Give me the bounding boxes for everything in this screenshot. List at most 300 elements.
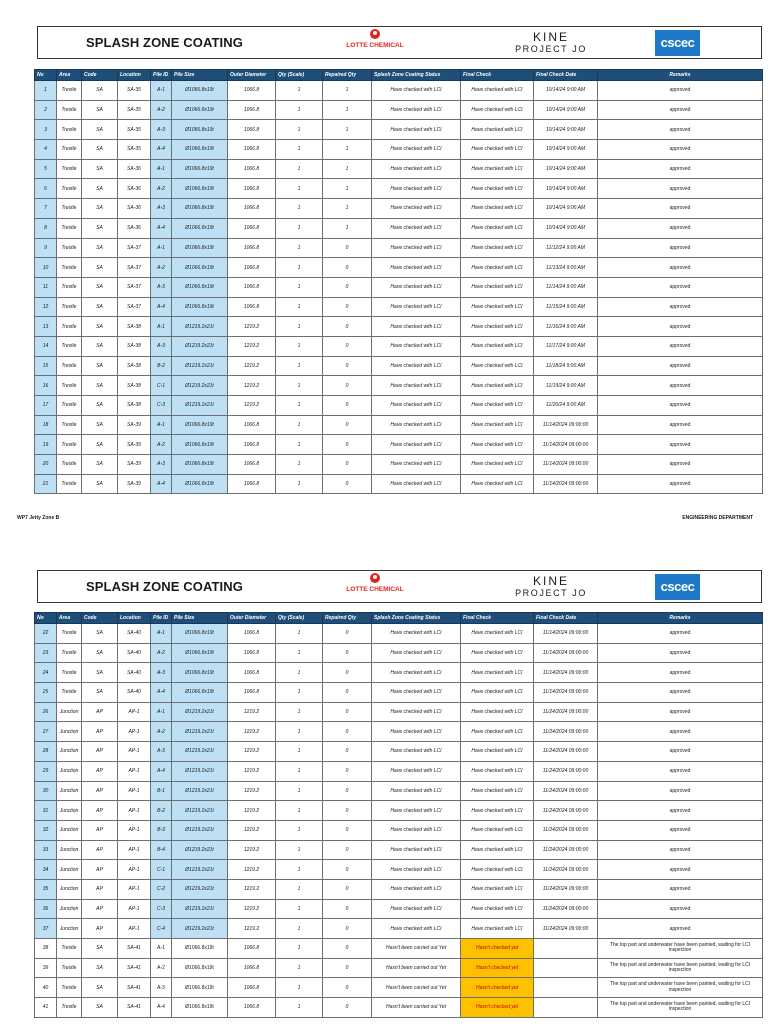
table-cell: Have checked with LCI bbox=[461, 860, 534, 880]
table-cell: 11/14/2024 09:00:00 bbox=[534, 683, 598, 703]
table-cell: 1066.8 bbox=[228, 435, 276, 455]
table-cell: Have checked with LCI bbox=[461, 140, 534, 160]
table-cell: AP-1 bbox=[118, 919, 151, 939]
table-cell: Junction bbox=[57, 840, 82, 860]
table-cell: Ø1066.8x19t bbox=[172, 435, 228, 455]
table-cell: Have checked with LCI bbox=[372, 100, 461, 120]
table-cell: AP-1 bbox=[118, 742, 151, 762]
table-cell: Have checked with LCI bbox=[372, 277, 461, 297]
table-cell: Trestle bbox=[57, 939, 82, 959]
table-cell: 1219.2 bbox=[228, 840, 276, 860]
table-cell: Have checked with LCI bbox=[372, 742, 461, 762]
table-cell: 11/12/24 9:00 AM bbox=[534, 238, 598, 258]
table-cell: AP-1 bbox=[118, 801, 151, 821]
table-cell: AP-1 bbox=[118, 899, 151, 919]
header-row bbox=[35, 613, 763, 624]
table-cell: Have checked with LCI bbox=[372, 238, 461, 258]
table-cell: 20 bbox=[35, 455, 57, 475]
table-row bbox=[35, 998, 763, 1018]
table-cell: AP bbox=[82, 820, 118, 840]
table-cell: 11/14/2024 09:00:00 bbox=[534, 435, 598, 455]
table-cell: SA-41 bbox=[118, 939, 151, 959]
table-cell: SA bbox=[82, 939, 118, 959]
table-cell: A-4 bbox=[151, 998, 172, 1018]
column-header: No bbox=[35, 70, 57, 81]
table-cell: Trestle bbox=[57, 978, 82, 998]
table-cell: SA-40 bbox=[118, 663, 151, 683]
table-cell: SA-39 bbox=[118, 455, 151, 475]
table-cell: A-3 bbox=[151, 455, 172, 475]
table-cell: 1 bbox=[323, 81, 372, 101]
table-cell: 1 bbox=[276, 781, 323, 801]
table-cell: 1066.8 bbox=[228, 258, 276, 278]
table-cell: SA-40 bbox=[118, 683, 151, 703]
table-cell: Have checked with LCI bbox=[461, 336, 534, 356]
table-cell: Have checked with LCI bbox=[461, 218, 534, 238]
table-cell: 1066.8 bbox=[228, 683, 276, 703]
table-cell: approved bbox=[598, 415, 763, 435]
column-header: No bbox=[35, 613, 57, 624]
table-cell: 1 bbox=[323, 179, 372, 199]
table-row bbox=[35, 801, 763, 821]
table-cell: 14 bbox=[35, 336, 57, 356]
table-cell: 11/24/2024 09:00:00 bbox=[534, 899, 598, 919]
table-cell: A-4 bbox=[151, 761, 172, 781]
table-cell: SA bbox=[82, 199, 118, 219]
table-cell: Ø1066.8x19t bbox=[172, 663, 228, 683]
table-cell: Have checked with LCI bbox=[372, 435, 461, 455]
table-cell: SA-37 bbox=[118, 297, 151, 317]
table-cell: SA bbox=[82, 218, 118, 238]
table-cell: 23 bbox=[35, 643, 57, 663]
table-cell: Have checked with LCI bbox=[372, 801, 461, 821]
table-cell: A-3 bbox=[151, 277, 172, 297]
sheet-header-page-2 bbox=[37, 570, 762, 603]
table-cell: 1066.8 bbox=[228, 998, 276, 1018]
table-row bbox=[35, 199, 763, 219]
column-header: Qty (Scale) bbox=[276, 613, 323, 624]
table-cell: Ø1219.2x21t bbox=[172, 317, 228, 337]
table-row bbox=[35, 258, 763, 278]
table-cell: 0 bbox=[323, 998, 372, 1018]
table-cell: 0 bbox=[323, 415, 372, 435]
table-cell: SA bbox=[82, 120, 118, 140]
table-cell: The top part and underwater have been painted, waiting for LCI inspection bbox=[598, 998, 763, 1018]
table-cell: Have checked with LCI bbox=[372, 120, 461, 140]
project-name: KINE bbox=[532, 574, 569, 588]
table-cell: A-1 bbox=[151, 159, 172, 179]
table-cell: SA bbox=[82, 376, 118, 396]
table-cell: A-4 bbox=[151, 683, 172, 703]
table-cell: AP bbox=[82, 781, 118, 801]
table-cell: Have checked with LCI bbox=[461, 238, 534, 258]
footer-right: ENGINEERING DEPARTMENT bbox=[682, 515, 753, 521]
table-cell: approved bbox=[598, 277, 763, 297]
table-cell: 0 bbox=[323, 702, 372, 722]
table-cell: 1 bbox=[276, 939, 323, 959]
table-cell: Trestle bbox=[57, 336, 82, 356]
project-subtitle: PROJECT JO bbox=[515, 44, 587, 54]
table-cell: 1 bbox=[276, 297, 323, 317]
table-cell: 0 bbox=[323, 663, 372, 683]
table-cell: approved bbox=[598, 81, 763, 101]
table-cell: 0 bbox=[323, 781, 372, 801]
table-cell: 0 bbox=[323, 683, 372, 703]
table-row bbox=[35, 474, 763, 494]
table-cell: The top part and underwater have been painted, waiting for LCI inspection bbox=[598, 958, 763, 978]
table-cell: Have checked with LCI bbox=[461, 356, 534, 376]
table-cell: Have checked with LCI bbox=[372, 899, 461, 919]
table-cell: Ø1219.2x21t bbox=[172, 376, 228, 396]
table-cell: 11/14/2024 09:00:00 bbox=[534, 474, 598, 494]
lotte-logo-icon bbox=[370, 573, 380, 583]
table-cell: Trestle bbox=[57, 100, 82, 120]
table-cell: 22 bbox=[35, 624, 57, 644]
table-cell: B-4 bbox=[151, 840, 172, 860]
table-cell: Have checked with LCI bbox=[461, 415, 534, 435]
table-cell: Trestle bbox=[57, 474, 82, 494]
table-cell: Have checked with LCI bbox=[461, 801, 534, 821]
table-cell: Junction bbox=[57, 702, 82, 722]
table-cell: 1 bbox=[276, 238, 323, 258]
table-cell: SA bbox=[82, 663, 118, 683]
table-cell: Have checked with LCI bbox=[461, 722, 534, 742]
table-cell: AP bbox=[82, 722, 118, 742]
table-cell: 1 bbox=[276, 277, 323, 297]
table-cell: 11/20/24 9:00 AM bbox=[534, 396, 598, 416]
table-cell: approved bbox=[598, 356, 763, 376]
table-cell: 1219.2 bbox=[228, 376, 276, 396]
table-cell: SA-35 bbox=[118, 100, 151, 120]
table-cell: A-3 bbox=[151, 199, 172, 219]
table-cell: A-3 bbox=[151, 978, 172, 998]
table-cell: 1066.8 bbox=[228, 978, 276, 998]
table-cell: 0 bbox=[323, 376, 372, 396]
table-cell: SA bbox=[82, 297, 118, 317]
table-cell: approved bbox=[598, 781, 763, 801]
table-cell: 37 bbox=[35, 919, 57, 939]
table-cell: 6 bbox=[35, 179, 57, 199]
table-cell: SA bbox=[82, 474, 118, 494]
table-cell: AP bbox=[82, 899, 118, 919]
table-cell: SA bbox=[82, 317, 118, 337]
table-cell: SA bbox=[82, 277, 118, 297]
table-cell: 1 bbox=[276, 474, 323, 494]
table-cell: 1219.2 bbox=[228, 919, 276, 939]
table-cell: Have checked with LCI bbox=[461, 81, 534, 101]
table-cell: 1 bbox=[276, 179, 323, 199]
table-row bbox=[35, 939, 763, 959]
project-subtitle: PROJECT JO bbox=[515, 588, 587, 598]
table-cell: 1 bbox=[276, 919, 323, 939]
table-cell: 0 bbox=[323, 761, 372, 781]
table-cell: 1 bbox=[276, 722, 323, 742]
table-cell: Have checked with LCI bbox=[461, 159, 534, 179]
table-cell: Trestle bbox=[57, 396, 82, 416]
table-cell: 0 bbox=[323, 624, 372, 644]
table-cell: SA-40 bbox=[118, 643, 151, 663]
project-name: KINE bbox=[532, 30, 569, 44]
table-cell: 13 bbox=[35, 317, 57, 337]
table-row bbox=[35, 238, 763, 258]
table-cell: Have checked with LCI bbox=[461, 899, 534, 919]
table-cell: 1066.8 bbox=[228, 159, 276, 179]
table-cell: Have checked with LCI bbox=[461, 919, 534, 939]
cscec-logo-icon: cscec bbox=[655, 30, 700, 56]
table-cell: Ø1219.2x21t bbox=[172, 356, 228, 376]
table-cell: AP bbox=[82, 742, 118, 762]
table-cell: Have checked with LCI bbox=[461, 643, 534, 663]
column-header: Final Check Date bbox=[534, 70, 598, 81]
table-cell: Junction bbox=[57, 761, 82, 781]
table-cell: 40 bbox=[35, 978, 57, 998]
table-cell: Junction bbox=[57, 820, 82, 840]
table-cell: Have checked with LCI bbox=[372, 879, 461, 899]
table-cell: Trestle bbox=[57, 159, 82, 179]
table-cell: Have checked with LCI bbox=[372, 702, 461, 722]
table-cell: C-4 bbox=[151, 919, 172, 939]
table-cell: approved bbox=[598, 179, 763, 199]
table-cell: Ø1066.8x19t bbox=[172, 238, 228, 258]
table-row bbox=[35, 820, 763, 840]
table-cell: 0 bbox=[323, 978, 372, 998]
column-header: Area bbox=[57, 70, 82, 81]
table-cell: 1 bbox=[276, 978, 323, 998]
table-cell: 1 bbox=[276, 140, 323, 160]
table-cell: SA-40 bbox=[118, 624, 151, 644]
table-cell: 11/24/2024 09:00:00 bbox=[534, 761, 598, 781]
column-header: Remarks bbox=[598, 613, 763, 624]
table-row bbox=[35, 317, 763, 337]
table-cell: AP bbox=[82, 801, 118, 821]
table-cell: A-3 bbox=[151, 663, 172, 683]
column-header: Repaired Qty bbox=[323, 70, 372, 81]
table-cell: approved bbox=[598, 879, 763, 899]
table-cell: 21 bbox=[35, 474, 57, 494]
table-cell: 0 bbox=[323, 258, 372, 278]
table-cell: 1066.8 bbox=[228, 120, 276, 140]
table-cell: Have checked with LCI bbox=[372, 722, 461, 742]
table-cell: SA-37 bbox=[118, 258, 151, 278]
table-row bbox=[35, 860, 763, 880]
table-cell: 1219.2 bbox=[228, 396, 276, 416]
table-cell: 1 bbox=[276, 317, 323, 337]
table-cell: 0 bbox=[323, 297, 372, 317]
table-cell: Ø1219.2x21t bbox=[172, 840, 228, 860]
table-cell: 1 bbox=[323, 218, 372, 238]
table-cell: Trestle bbox=[57, 179, 82, 199]
table-row bbox=[35, 742, 763, 762]
table-cell: 0 bbox=[323, 277, 372, 297]
table-cell: approved bbox=[598, 663, 763, 683]
table-cell: 32 bbox=[35, 820, 57, 840]
table-cell: 15 bbox=[35, 356, 57, 376]
table-cell: SA-39 bbox=[118, 474, 151, 494]
table-cell: 1219.2 bbox=[228, 356, 276, 376]
table-cell: SA bbox=[82, 683, 118, 703]
table-cell: Ø1066.8x19t bbox=[172, 998, 228, 1018]
table-cell: A-4 bbox=[151, 140, 172, 160]
table-cell: SA bbox=[82, 100, 118, 120]
table-cell: 1 bbox=[323, 100, 372, 120]
table-row bbox=[35, 277, 763, 297]
table-cell: Have checked with LCI bbox=[372, 840, 461, 860]
table-cell: SA bbox=[82, 258, 118, 278]
table-cell: approved bbox=[598, 238, 763, 258]
table-cell: AP bbox=[82, 840, 118, 860]
table-row bbox=[35, 761, 763, 781]
table-cell: approved bbox=[598, 140, 763, 160]
table-cell: 11/24/2024 09:00:00 bbox=[534, 820, 598, 840]
table-cell: Have checked with LCI bbox=[461, 474, 534, 494]
table-cell: SA-38 bbox=[118, 356, 151, 376]
column-header: Pile ID bbox=[151, 70, 172, 81]
table-cell: Junction bbox=[57, 722, 82, 742]
table-cell: 5 bbox=[35, 159, 57, 179]
table-cell: 1066.8 bbox=[228, 474, 276, 494]
coating-table-page-2 bbox=[34, 612, 763, 1018]
table-cell: 1 bbox=[276, 643, 323, 663]
table-cell: 11/14/2024 09:00:00 bbox=[534, 663, 598, 683]
table-cell: 0 bbox=[323, 840, 372, 860]
table-cell: Ø1066.8x19t bbox=[172, 683, 228, 703]
table-cell: 11/16/24 9:00 AM bbox=[534, 317, 598, 337]
table-cell: C-3 bbox=[151, 396, 172, 416]
table-cell: Have checked with LCI bbox=[461, 761, 534, 781]
table-cell: 19 bbox=[35, 435, 57, 455]
table-cell: Ø1066.8x19t bbox=[172, 624, 228, 644]
table-cell: 1066.8 bbox=[228, 939, 276, 959]
table-row bbox=[35, 120, 763, 140]
table-cell: 1 bbox=[35, 81, 57, 101]
table-cell: 1 bbox=[276, 820, 323, 840]
table-cell: 31 bbox=[35, 801, 57, 821]
table-cell: Have checked with LCI bbox=[372, 258, 461, 278]
table-cell: 1 bbox=[323, 140, 372, 160]
table-cell: Ø1219.2x21t bbox=[172, 396, 228, 416]
table-cell: Have checked with LCI bbox=[372, 624, 461, 644]
table-cell: Have checked with LCI bbox=[372, 140, 461, 160]
table-cell: 29 bbox=[35, 761, 57, 781]
table-cell: Have checked with LCI bbox=[461, 258, 534, 278]
table-cell: SA-36 bbox=[118, 179, 151, 199]
table-cell: approved bbox=[598, 860, 763, 880]
table-cell: approved bbox=[598, 899, 763, 919]
table-cell: SA bbox=[82, 179, 118, 199]
table-row bbox=[35, 297, 763, 317]
table-cell: Have checked with LCI bbox=[372, 297, 461, 317]
table-cell: SA bbox=[82, 624, 118, 644]
table-cell: Ø1066.8x19t bbox=[172, 474, 228, 494]
table-cell: SA-37 bbox=[118, 277, 151, 297]
table-cell: Have checked with LCI bbox=[372, 663, 461, 683]
table-cell: A-2 bbox=[151, 958, 172, 978]
table-cell: 7 bbox=[35, 199, 57, 219]
table-cell: 1219.2 bbox=[228, 336, 276, 356]
table-cell: SA bbox=[82, 643, 118, 663]
table-cell: 1219.2 bbox=[228, 899, 276, 919]
table-cell: 16 bbox=[35, 376, 57, 396]
table-cell: Have checked with LCI bbox=[461, 120, 534, 140]
table-cell: 0 bbox=[323, 474, 372, 494]
table-row bbox=[35, 435, 763, 455]
column-header: Area bbox=[57, 613, 82, 624]
table-cell: 1219.2 bbox=[228, 879, 276, 899]
table-cell: 1219.2 bbox=[228, 317, 276, 337]
table-cell: 11/14/2024 09:00:00 bbox=[534, 624, 598, 644]
table-cell: Junction bbox=[57, 801, 82, 821]
table-cell: 0 bbox=[323, 919, 372, 939]
table-cell: 2 bbox=[35, 100, 57, 120]
table-cell: Ø1066.8x19t bbox=[172, 199, 228, 219]
table-cell: SA bbox=[82, 998, 118, 1018]
table-cell: The top part and underwater have been painted, waiting for LCI inspection bbox=[598, 939, 763, 959]
table-cell: approved bbox=[598, 199, 763, 219]
table-cell: approved bbox=[598, 396, 763, 416]
table-cell: approved bbox=[598, 317, 763, 337]
lotte-logo-text: LOTTE CHEMICAL bbox=[346, 42, 404, 49]
table-cell: 1 bbox=[276, 415, 323, 435]
table-cell: Have checked with LCI bbox=[461, 435, 534, 455]
table-cell: 1066.8 bbox=[228, 100, 276, 120]
table-cell: SA bbox=[82, 81, 118, 101]
table-cell: Have checked with LCI bbox=[461, 277, 534, 297]
table-cell: Have checked with LCI bbox=[372, 919, 461, 939]
column-header: Outer Diameter bbox=[228, 613, 276, 624]
lotte-chemical-logo bbox=[339, 29, 411, 57]
table-cell: Hasn't been carried out Yet bbox=[372, 978, 461, 998]
table-cell: Hasn't checked yet bbox=[461, 998, 534, 1018]
table-cell: SA bbox=[82, 958, 118, 978]
table-cell: 11/24/2024 09:00:00 bbox=[534, 702, 598, 722]
table-row bbox=[35, 978, 763, 998]
table-cell: AP bbox=[82, 860, 118, 880]
table-cell: AP-1 bbox=[118, 702, 151, 722]
table-cell: A-3 bbox=[151, 336, 172, 356]
table-cell: Junction bbox=[57, 919, 82, 939]
table-cell: Have checked with LCI bbox=[372, 376, 461, 396]
table-cell: Have checked with LCI bbox=[461, 396, 534, 416]
table-cell: Have checked with LCI bbox=[372, 336, 461, 356]
table-cell: 1066.8 bbox=[228, 455, 276, 475]
table-cell: C-1 bbox=[151, 860, 172, 880]
column-header: Location bbox=[118, 613, 151, 624]
table-cell: 0 bbox=[323, 801, 372, 821]
table-cell: Ø1066.8x19t bbox=[172, 939, 228, 959]
table-cell: 1 bbox=[276, 860, 323, 880]
table-cell: AP-1 bbox=[118, 820, 151, 840]
table-cell: Junction bbox=[57, 879, 82, 899]
table-cell: 11/14/2024 09:00:00 bbox=[534, 415, 598, 435]
table-row bbox=[35, 879, 763, 899]
table-cell: Ø1219.2x21t bbox=[172, 336, 228, 356]
table-cell: SA-39 bbox=[118, 435, 151, 455]
table-cell: 0 bbox=[323, 643, 372, 663]
table-cell: 39 bbox=[35, 958, 57, 978]
table-row bbox=[35, 840, 763, 860]
table-cell: approved bbox=[598, 376, 763, 396]
table-cell: A-1 bbox=[151, 702, 172, 722]
table-cell: The top part and underwater have been painted, waiting for LCI inspection bbox=[598, 978, 763, 998]
table-cell: SA-39 bbox=[118, 415, 151, 435]
table-cell: 1 bbox=[323, 199, 372, 219]
table-cell: Have checked with LCI bbox=[372, 81, 461, 101]
table-cell: 25 bbox=[35, 683, 57, 703]
table-cell: Have checked with LCI bbox=[461, 663, 534, 683]
table-cell: AP-1 bbox=[118, 781, 151, 801]
header-row bbox=[35, 70, 763, 81]
table-cell: 1 bbox=[276, 663, 323, 683]
